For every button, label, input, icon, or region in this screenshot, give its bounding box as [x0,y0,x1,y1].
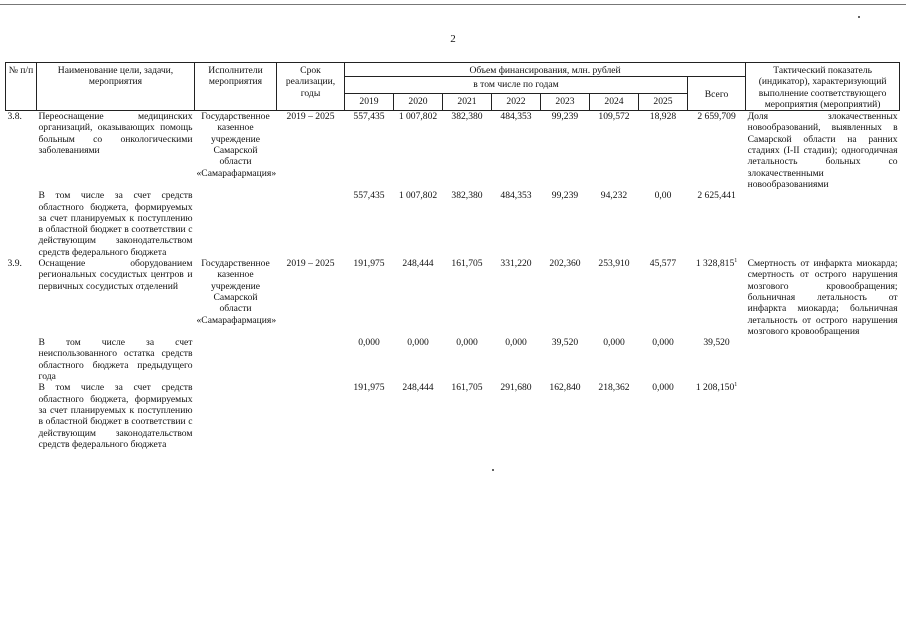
term: 2019 – 2025 [286,111,335,123]
executor: Государственное казенное учреждение Самарской области «Самарафармация» [196,258,277,326]
value-2023: 99,239 [551,190,579,202]
value-2021: 161,705 [451,382,483,394]
scan-top-edge [0,4,906,5]
value-total [688,382,746,450]
term [277,337,345,382]
value-2022: 484,353 [500,111,532,123]
page-number: 2 [450,33,456,45]
value-2021: 0,000 [456,337,478,349]
value-2020: 1 007,802 [398,111,438,123]
value-total [688,258,746,337]
value-2020: 1 007,802 [398,190,438,202]
value-2019: 557,435 [353,190,385,202]
value-2024: 0,000 [603,337,625,349]
footnote-mark: 1 [734,258,738,265]
header-year: 2025 [639,94,688,111]
indicator [746,337,900,382]
executor: Государственное казенное учреждение Самарской области «Самарафармация» [196,111,277,179]
term [277,190,345,258]
table-header [6,63,900,111]
value-2021: 382,380 [451,190,483,202]
value-2020: 248,444 [402,258,434,270]
financing-table [5,62,900,450]
header-year: 2020 [394,94,443,111]
footnote-mark: 1 [734,382,738,389]
total-value: 2 625,441 [697,190,736,202]
executor [195,337,277,382]
header-num: № п/п [6,63,37,111]
value-2023: 162,840 [549,382,581,394]
value-total [688,337,746,382]
value-2022: 331,220 [500,258,532,270]
value-2020: 248,444 [402,382,434,394]
value-2019: 191,975 [353,258,385,270]
value-2019: 191,975 [353,382,385,394]
table-row [6,337,900,382]
value-2024: 109,572 [598,111,630,123]
indicator: Смертность от инфаркта миокарда; смертность от острого нарушения мозгового кровообращения; больничная летальность от инфаркта миокарда; больничная летальность от острого нарушения мозгового кровообращения [747,258,898,337]
value-total [688,111,746,191]
table-row [6,111,900,191]
total-value: 1 208,150 [695,382,735,394]
value-2025: 45,577 [649,258,677,270]
row-number [6,190,37,258]
value-2025: 0,000 [652,337,674,349]
table-row [6,258,900,337]
row-number: 3.8. [7,111,22,123]
total-value: 1 328,815 [695,258,735,270]
indicator [746,382,900,450]
value-2022: 291,680 [500,382,532,394]
value-2023: 39,520 [551,337,579,349]
value-2023: 99,239 [551,111,579,123]
table-row [6,382,900,450]
total-value: 39,520 [703,337,730,349]
value-2021: 161,705 [451,258,483,270]
table-body [6,111,900,450]
header-total: Всего [688,77,746,111]
scan-speck [858,16,860,18]
header-year: 2023 [541,94,590,111]
header-year: 2021 [443,94,492,111]
header-name: Наименование цели, задачи, мероприятия [37,63,195,111]
total-value: 2 659,709 [697,111,736,123]
activity-name: Оснащение оборудованием региональных сосудистых центров и первичных сосудистых отделений [38,258,193,292]
row-number [6,337,37,382]
value-2024: 253,910 [598,258,630,270]
indicator: Доля злокачественных новообразований, выявленных в Самарской области на ранних стадиях (I-II стадии); одногодичная летальность больных со злокачественными новообразованиями [747,111,898,190]
value-2025: 18,928 [649,111,677,123]
header-indicator: Тактический показатель (индикатор), характеризующий выполнение соответствующего мероприятия (мероприятий) [746,63,900,111]
header-year: 2019 [345,94,394,111]
value-2022: 0,000 [505,337,527,349]
row-number: 3.9. [7,258,22,270]
indicator [746,190,900,258]
value-2024: 218,362 [598,382,630,394]
header-executors: Исполнители мероприятия [195,63,277,111]
activity-name: В том числе за счет средств областного бюджета, формируемых за счет планируемых к поступлению в областной бюджет в соответствии с действующим законодательством средств федерального бюджета [38,382,193,450]
header-year: 2024 [590,94,639,111]
scan-speck [492,469,494,471]
table-row [6,190,900,258]
header-term: Срок реализации, годы [277,63,345,111]
value-2020: 0,000 [407,337,429,349]
value-2023: 202,360 [549,258,581,270]
term: 2019 – 2025 [286,258,335,270]
executor [195,382,277,450]
value-total [688,190,746,258]
activity-name: В том числе за счет средств областного бюджета, формируемых за счет планируемых к поступлению в областной бюджет в соответствии с действующим законодательством средств федерального бюджета [38,190,193,258]
value-2019: 557,435 [353,111,385,123]
header-year: 2022 [492,94,541,111]
value-2025: 0,00 [654,190,672,202]
header-financing: Объем финансирования, млн. рублей [345,63,746,77]
value-2025: 0,000 [652,382,674,394]
activity-name: Переоснащение медицинских организаций, оказывающих помощь больным со онкологическими заболеваниями [38,111,193,157]
value-2021: 382,380 [451,111,483,123]
header-by-years: в том числе по годам [345,77,688,94]
row-number [6,382,37,450]
term [277,382,345,450]
executor [195,190,277,258]
value-2024: 94,232 [600,190,628,202]
value-2019: 0,000 [358,337,380,349]
value-2022: 484,353 [500,190,532,202]
activity-name: В том числе за счет неиспользованного остатка средств областного бюджета предыдущего года [38,337,193,383]
